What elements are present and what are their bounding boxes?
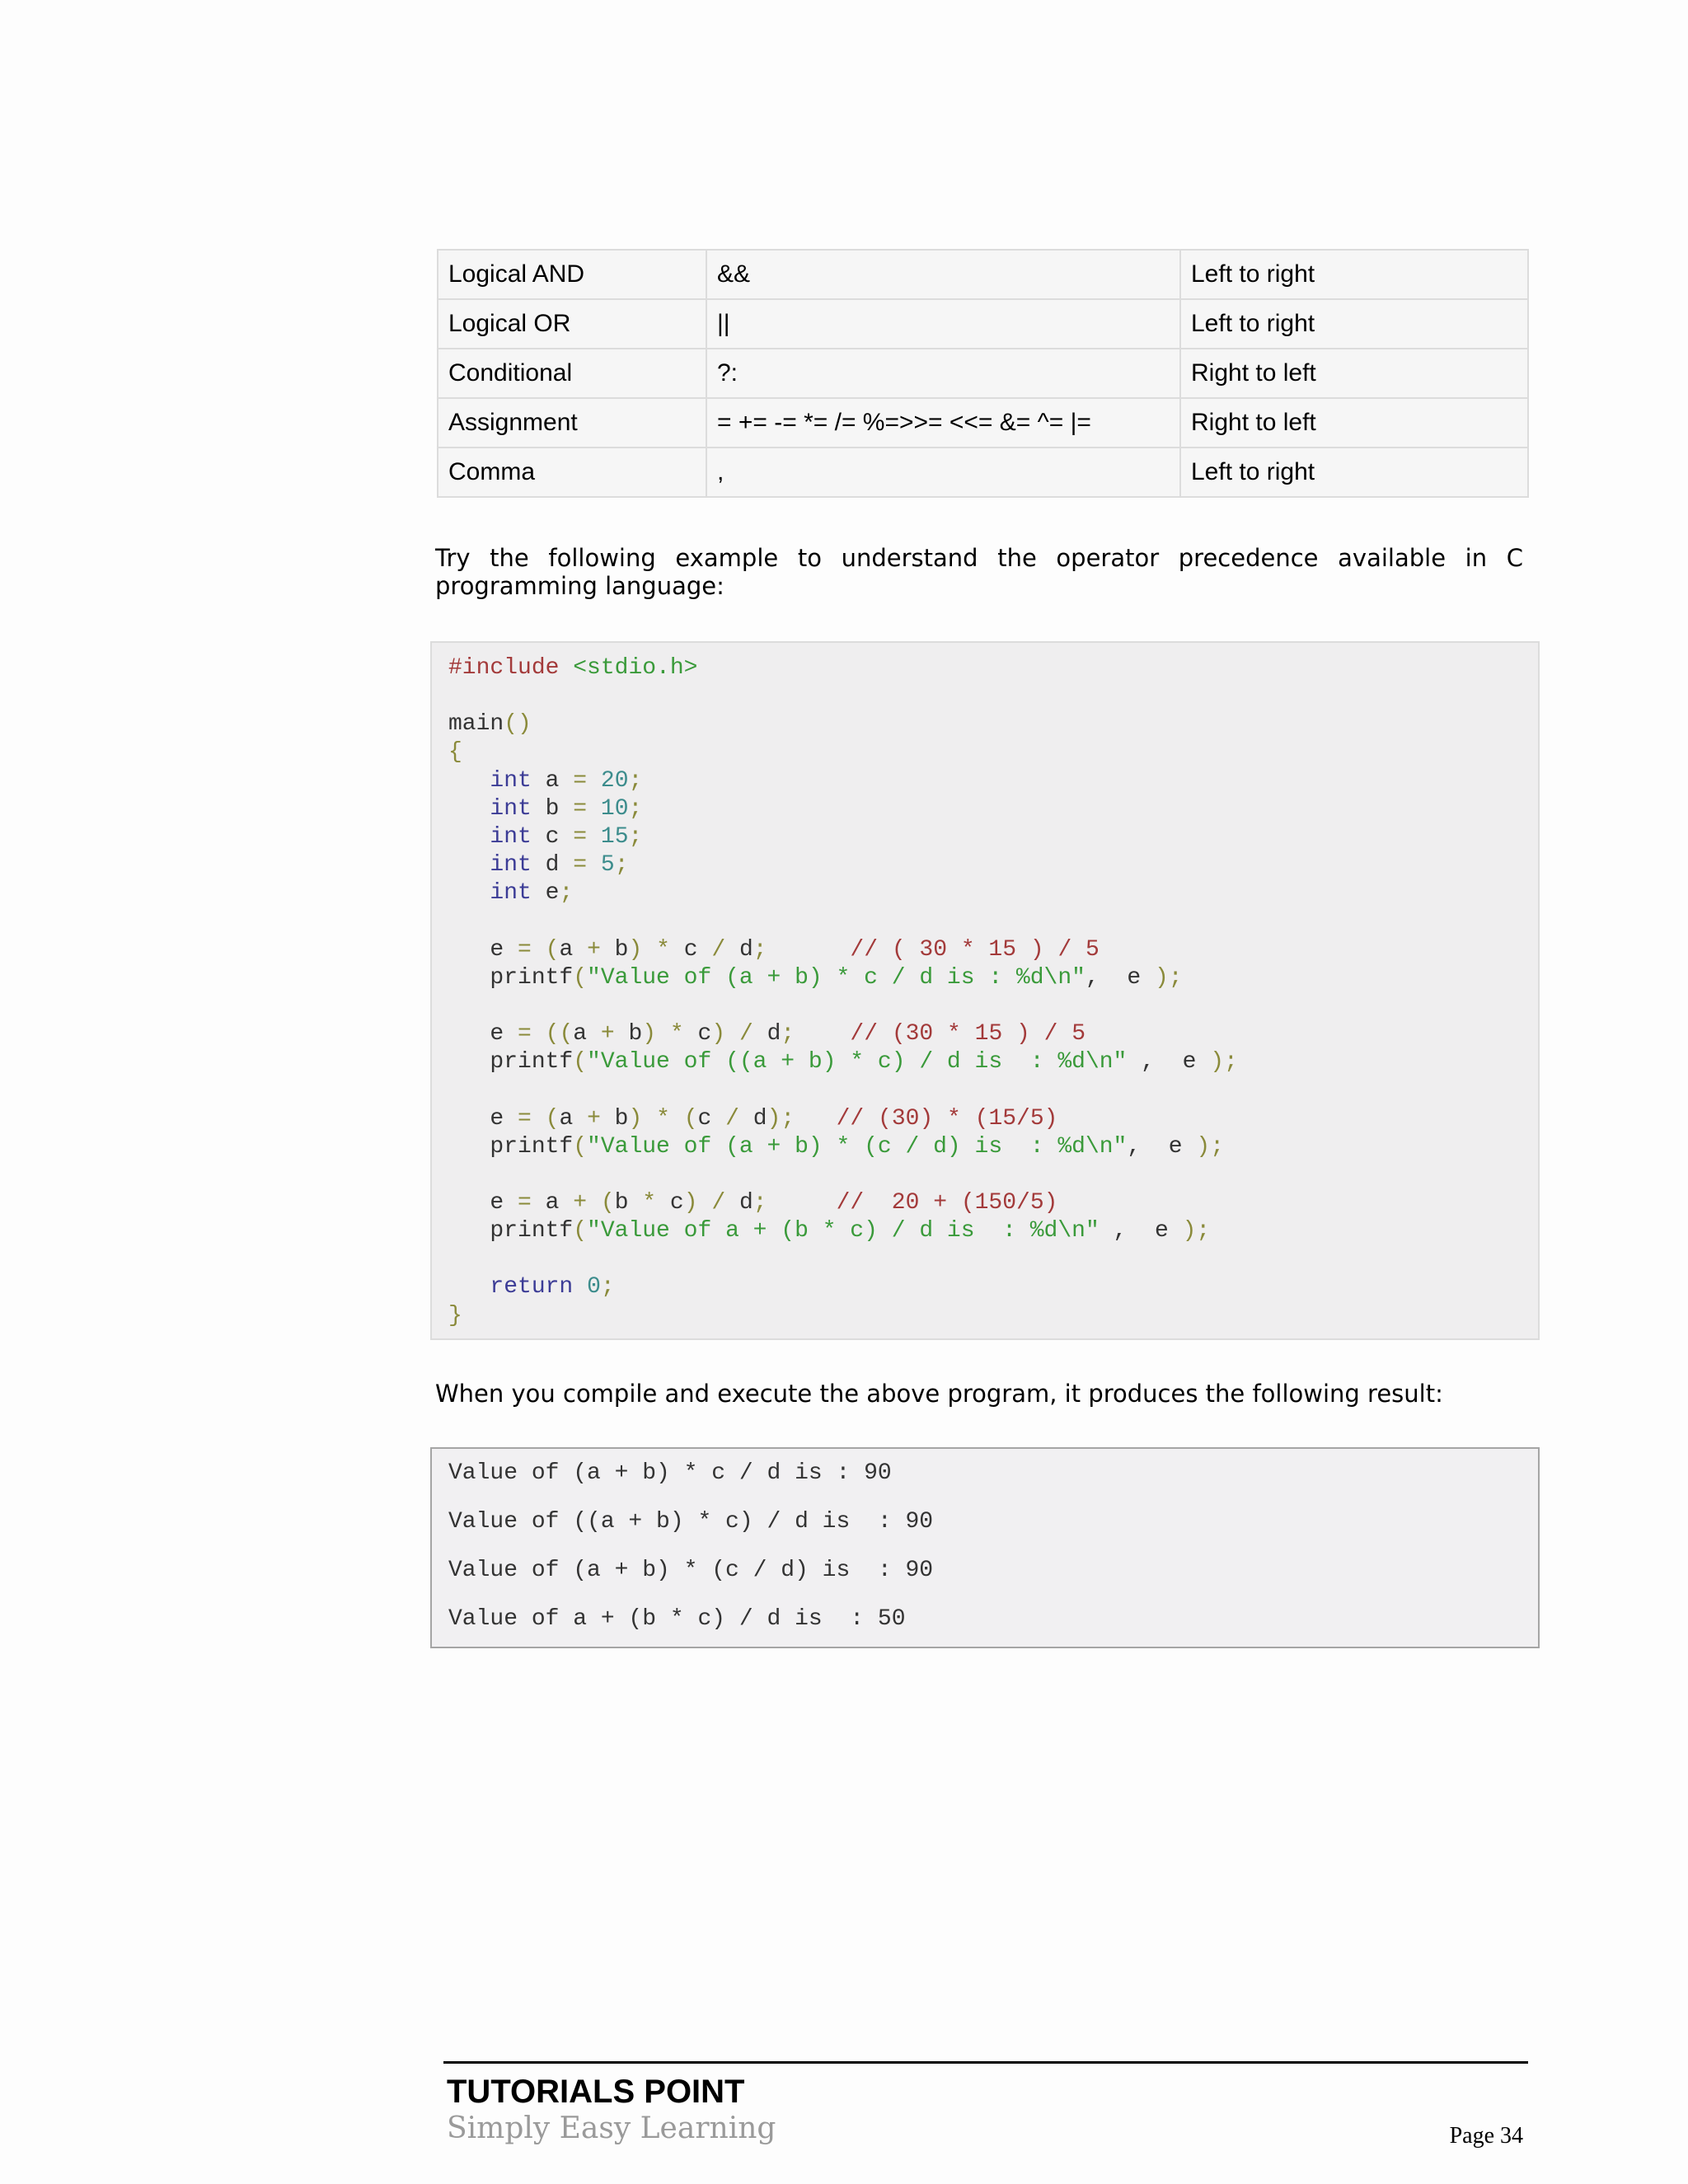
footer-divider [443, 2061, 1528, 2064]
output-line: Value of (a + b) * (c / d) is : 90 [448, 1558, 934, 1583]
table-row [438, 250, 1528, 299]
category-cell: Comma [438, 448, 706, 497]
operator-cell: , [706, 448, 1180, 497]
category-cell: Conditional [438, 349, 706, 398]
associativity-cell: Left to right [1180, 299, 1528, 349]
output-line: Value of ((a + b) * c) / d is : 90 [448, 1509, 934, 1535]
associativity-cell: Right to left [1180, 349, 1528, 398]
operator-cell: && [706, 250, 1180, 299]
associativity-cell: Right to left [1180, 398, 1528, 448]
result-intro-paragraph: When you compile and execute the above program, it produces the following result: [435, 1380, 1443, 1408]
footer-tagline: Simply Easy Learning [447, 2111, 776, 2145]
code-listing: #include <stdio.h> main() { int a = 20; int b = 10; int c = 15; int d = 5; int e; e = (a + b) * c / d; // ( 30 * 15 ) / 5 printf("Value of (a + b) * c / d is : %d\n", e ); e = ((a + b) * c) / d; // (30 * 15 ) / 5 printf("Value of ((a + b) * c) / d is : %d\n" , e ); e = (a + b) * (c / d); // (30) * (15/5) printf("Value of (a + b) * (c / d) is : %d\n", e ); e = a + (b * c) / d; // 20 + (150/5) printf("Value of a + (b * c) / d is : %d\n" , e ); return 0; } [448, 655, 1238, 1329]
operator-precedence-table [437, 249, 1529, 498]
intro-paragraph: Try the following example to understand the operator precedence available in C programming language: [435, 544, 1523, 600]
category-cell: Assignment [438, 398, 706, 448]
page-number: Page 34 [1449, 2123, 1523, 2149]
category-cell: Logical AND [438, 250, 706, 299]
code-block [430, 641, 1540, 1340]
footer-brand: TUTORIALS POINT [447, 2074, 745, 2110]
table-row [438, 448, 1528, 497]
operator-cell: ?: [706, 349, 1180, 398]
associativity-cell: Left to right [1180, 448, 1528, 497]
operator-cell: || [706, 299, 1180, 349]
table-row [438, 349, 1528, 398]
operator-cell: = += -= *= /= %=>>= <<= &= ^= |= [706, 398, 1180, 448]
table-row [438, 299, 1528, 349]
category-cell: Logical OR [438, 299, 706, 349]
table-row [438, 398, 1528, 448]
output-line: Value of a + (b * c) / d is : 50 [448, 1606, 906, 1632]
output-line: Value of (a + b) * c / d is : 90 [448, 1460, 892, 1486]
associativity-cell: Left to right [1180, 250, 1528, 299]
output-block [430, 1447, 1540, 1648]
